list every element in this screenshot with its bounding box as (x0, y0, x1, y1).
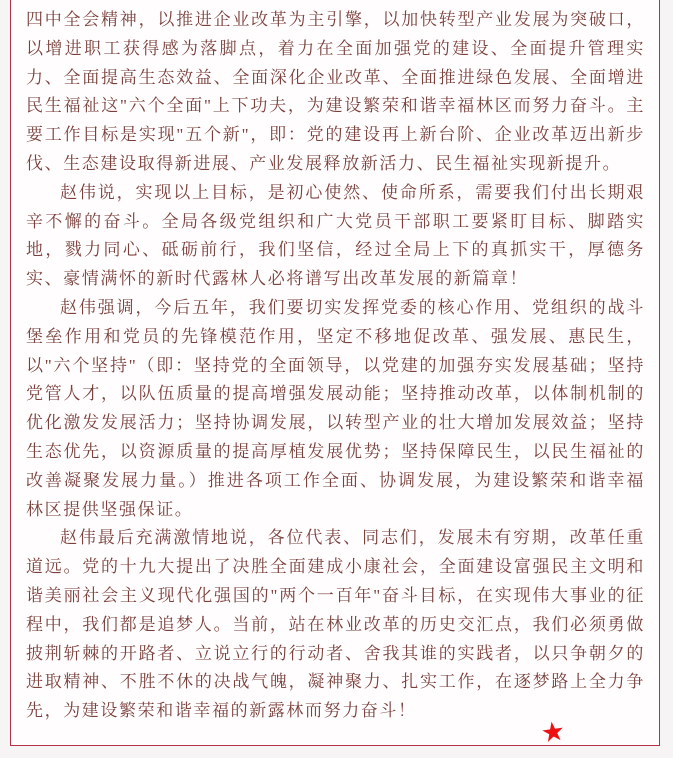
article-paragraph: 赵伟最后充满激情地说，各位代表、同志们，发展未有穷期，改革任重道远。党的十九大提出了决胜全面建成小康社会，全面建设富强民主文明和谐美丽社会主义现代化强国的"两个一百年"奋斗目标，在实现伟大事业的征程中，我们都是追梦人。当前，站在林业改革的历史交汇点，我们必须勇做披荆斩棘的开路者、立说立行的行动者、舍我其谁的实践者，以只争朝夕的进取精神、不胜不休的决战气魄，凝神聚力、扎实工作，在逐梦路上全力争先，为建设繁荣和谐幸福的新露林而努力奋斗！ (26, 528, 645, 721)
article-paragraph: 赵伟强调，今后五年，我们要切实发挥党委的核心作用、党组织的战斗堡垒作用和党员的先锋模范作用，坚定不移地促改革、强发展、惠民生，以"六个坚持"（即：坚持党的全面领导，以党建的加强夯实发展基础；坚持党管人才，以队伍质量的提高增强发展动能；坚持推动改革，以体制机制的优化激发发展活力；坚持协调发展，以转型产业的壮大增加发展效益；坚持生态优先，以资源质量的提高厚植发展优势；坚持保障民生，以民生福祉的改善凝聚发展力量。）推进各项工作全面、协调发展，为建设繁荣和谐幸福林区提供坚强保证。 (26, 297, 645, 519)
article-paragraph: 赵伟说，实现以上目标，是初心使然、使命所系，需要我们付出长期艰辛不懈的奋斗。全局各级党组织和广大党员干部职工要紧盯目标、脚踏实地，戮力同心、砥砺前行，我们坚信，经过全局上下的真抓实干，厚德务实、豪情满怀的新时代露林人必将谱写出改革发展的新篇章！ (26, 182, 645, 289)
red-star-icon: ★ (538, 715, 568, 749)
article-paragraph-continuation: 四中全会精神，以推进企业改革为主引擎，以加快转型产业发展为突破口，以增进职工获得感为落脚点，着力在全面加强党的建设、全面提升管理实力、全面提高生态效益、全面深化企业改革、全面推进绿色发展、全面增进民生福祉这"六个全面"上下功夫，为建设繁荣和谐幸福林区而努力奋斗。主要工作目标是实现"五个新"，即：党的建设再上新台阶、企业改革迈出新步伐、生态建设取得新进展、产业发展释放新活力、民生福祉实现新提升。 (26, 10, 645, 173)
article-box (10, 0, 660, 749)
